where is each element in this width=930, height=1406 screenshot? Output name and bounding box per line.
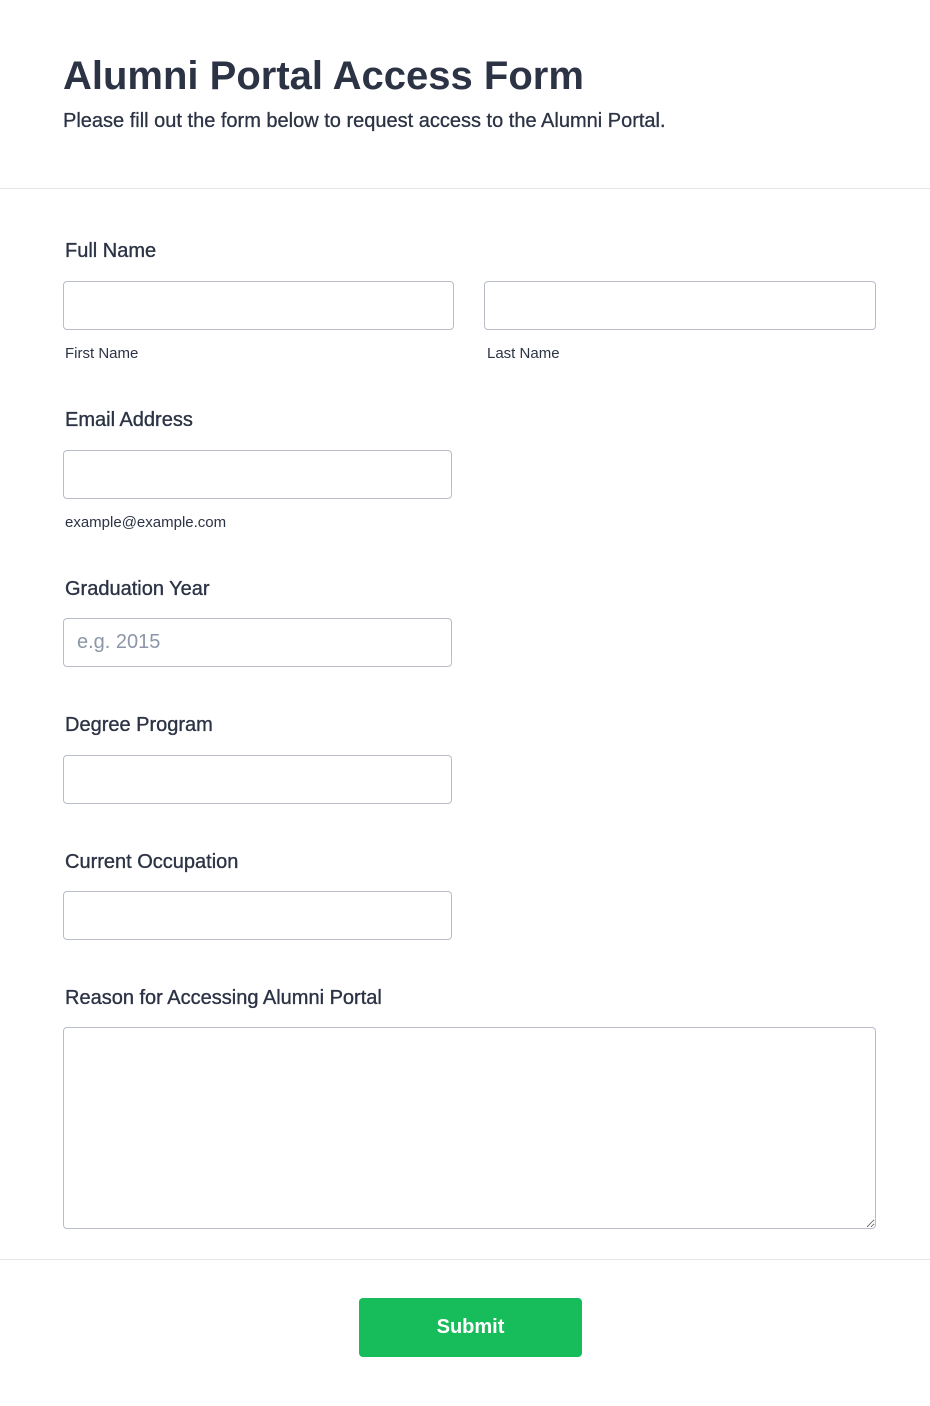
graduation-year-input[interactable] [63, 618, 452, 667]
first-name-input[interactable] [63, 281, 454, 330]
degree-program-input[interactable] [63, 755, 452, 804]
reason-label: Reason for Accessing Alumni Portal [65, 987, 382, 1009]
email-label: Email Address [65, 409, 193, 431]
full-name-label: Full Name [65, 240, 157, 262]
email-sublabel: example@example.com [65, 514, 227, 531]
email-input[interactable] [63, 450, 452, 499]
form-subtitle: Please fill out the form below to request access to the Alumni Portal. [63, 110, 666, 132]
form-title: Alumni Portal Access Form [63, 54, 584, 98]
current-occupation-input[interactable] [63, 891, 452, 940]
current-occupation-label: Current Occupation [65, 851, 239, 873]
footer-divider [0, 1259, 930, 1260]
reason-textarea[interactable] [63, 1027, 876, 1229]
last-name-input[interactable] [484, 281, 876, 330]
form-header [0, 0, 930, 189]
degree-program-label: Degree Program [65, 714, 213, 736]
last-name-sublabel: Last Name [487, 345, 560, 362]
submit-button[interactable]: Submit [359, 1298, 582, 1357]
first-name-sublabel: First Name [65, 345, 139, 362]
graduation-year-label: Graduation Year [65, 578, 210, 600]
